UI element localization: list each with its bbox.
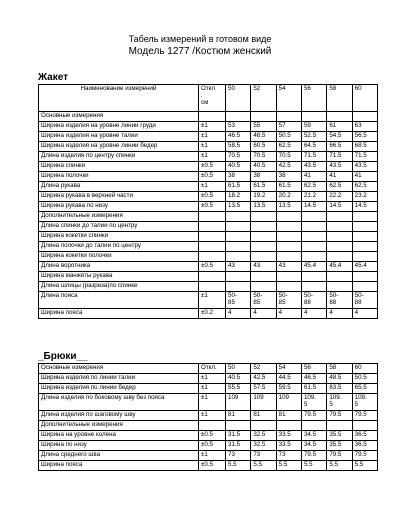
size-value-cell: 73 bbox=[226, 451, 251, 461]
size-value-cell: 62.5 bbox=[352, 182, 377, 192]
size-value-cell: 5.5 bbox=[301, 461, 326, 471]
size-value-cell: 57 bbox=[276, 122, 301, 132]
size-value-cell bbox=[251, 212, 276, 222]
size-value-cell: 35.5 bbox=[327, 441, 352, 451]
measurement-name: Длина спинки до талии по центру bbox=[39, 222, 199, 232]
size-value-cell: 45.4 bbox=[352, 262, 377, 272]
column-header-size: 58 bbox=[327, 85, 352, 112]
size-value-cell bbox=[276, 421, 301, 431]
size-value-cell bbox=[301, 222, 326, 232]
table-row bbox=[39, 202, 378, 212]
measurement-name: Ширина изделия по линии бедер bbox=[39, 384, 199, 394]
size-value-cell: 55.5 bbox=[226, 384, 251, 394]
size-value-cell: 70.5 bbox=[251, 152, 276, 162]
table-row bbox=[39, 384, 378, 394]
table-header-row bbox=[39, 364, 378, 374]
size-value-cell bbox=[301, 421, 326, 431]
measurement-name: Основные измерения bbox=[39, 112, 199, 122]
measurement-name: Ширина рукава по низу bbox=[39, 202, 199, 212]
size-value-cell bbox=[276, 252, 301, 262]
size-value-cell: 40.5 bbox=[251, 162, 276, 172]
size-value-cell: 58.5 bbox=[226, 142, 251, 152]
column-header-name: Основные измерения bbox=[39, 364, 199, 374]
size-value-cell: 13.5 bbox=[226, 202, 251, 212]
jacket-section-title: Жакет bbox=[38, 72, 69, 83]
size-value-cell: 63 bbox=[352, 122, 377, 132]
size-value-cell bbox=[352, 282, 377, 292]
tolerance-cell: ±1 bbox=[199, 182, 226, 192]
tolerance-cell bbox=[199, 232, 226, 242]
size-value-cell: 81 bbox=[251, 411, 276, 421]
tolerance-cell bbox=[199, 272, 226, 282]
tolerance-cell: ±0.5 bbox=[199, 192, 226, 202]
size-value-cell: 79.5 bbox=[327, 451, 352, 461]
tolerance-cell: ±1 bbox=[199, 374, 226, 384]
size-value-cell bbox=[251, 222, 276, 232]
size-value-cell bbox=[251, 282, 276, 292]
measurement-name: Ширина изделия на уровне линии бедер bbox=[39, 142, 199, 152]
size-value-cell: 38 bbox=[226, 172, 251, 182]
size-value-cell bbox=[301, 112, 326, 122]
size-value-cell bbox=[226, 232, 251, 242]
size-value-cell: 23.2 bbox=[352, 192, 377, 202]
size-value-cell: 50- 85 bbox=[251, 292, 276, 309]
size-value-cell bbox=[226, 421, 251, 431]
size-value-cell bbox=[327, 232, 352, 242]
table-row bbox=[39, 441, 378, 451]
column-header-size: 50 bbox=[226, 364, 251, 374]
measurement-name: Длина воротника bbox=[39, 262, 199, 272]
model-title: Модель 1277 /Костюм женский bbox=[128, 46, 272, 57]
table-header-row bbox=[39, 85, 378, 112]
column-header-tolerance: Откл. bbox=[199, 364, 226, 374]
table-row bbox=[39, 252, 378, 262]
size-value-cell: 43.5 bbox=[301, 162, 326, 172]
size-value-cell: 109 bbox=[276, 394, 301, 411]
size-value-cell: 59 bbox=[301, 122, 326, 132]
size-value-cell: 13.5 bbox=[251, 202, 276, 212]
measurement-name: Длина среднего шва bbox=[39, 451, 199, 461]
size-value-cell: 61.5 bbox=[226, 182, 251, 192]
size-value-cell: 19.2 bbox=[251, 192, 276, 202]
size-value-cell: 14.5 bbox=[301, 202, 326, 212]
measurement-name: Ширина манжеты рукава bbox=[39, 272, 199, 282]
size-value-cell bbox=[251, 112, 276, 122]
size-value-cell: 61.5 bbox=[276, 182, 301, 192]
size-value-cell: 65.5 bbox=[352, 384, 377, 394]
size-value-cell: 50- 88 bbox=[352, 292, 377, 309]
measurement-name: Ширина по низу bbox=[39, 441, 199, 451]
size-value-cell bbox=[276, 282, 301, 292]
size-value-cell: 4 bbox=[251, 309, 276, 319]
size-value-cell: 5.5 bbox=[327, 461, 352, 471]
size-value-cell: 4 bbox=[301, 309, 326, 319]
size-value-cell: 43.5 bbox=[352, 162, 377, 172]
column-header-size: 50 bbox=[226, 85, 251, 112]
size-value-cell: 70.5 bbox=[276, 152, 301, 162]
column-header-size: 54 bbox=[276, 364, 301, 374]
measurement-name: Ширина кокетки спинки bbox=[39, 232, 199, 242]
column-header-size: 52 bbox=[251, 85, 276, 112]
size-value-cell: 33.5 bbox=[276, 431, 301, 441]
size-value-cell bbox=[327, 282, 352, 292]
jacket-measurements-table bbox=[38, 84, 378, 319]
size-value-cell: 54.5 bbox=[327, 132, 352, 142]
size-value-cell: 43.5 bbox=[327, 162, 352, 172]
size-value-cell bbox=[352, 222, 377, 232]
size-value-cell: 5.5 bbox=[276, 461, 301, 471]
table-row bbox=[39, 172, 378, 182]
size-value-cell: 57.5 bbox=[251, 384, 276, 394]
size-value-cell: 79.5 bbox=[327, 411, 352, 421]
size-value-cell: 34.5 bbox=[301, 431, 326, 441]
size-value-cell bbox=[276, 112, 301, 122]
measurement-name: Ширина изделия на уровне линии груди bbox=[39, 122, 199, 132]
size-value-cell: 61.5 bbox=[251, 182, 276, 192]
size-value-cell: 50- 85 bbox=[226, 292, 251, 309]
tolerance-cell bbox=[199, 282, 226, 292]
table-row bbox=[39, 132, 378, 142]
size-value-cell: 70.5 bbox=[226, 152, 251, 162]
measurement-name: Ширина полочки bbox=[39, 172, 199, 182]
size-value-cell: 62.5 bbox=[276, 142, 301, 152]
size-value-cell bbox=[226, 242, 251, 252]
tolerance-cell bbox=[199, 222, 226, 232]
table-row bbox=[39, 142, 378, 152]
size-value-cell bbox=[276, 222, 301, 232]
size-value-cell bbox=[251, 232, 276, 242]
measurement-name: Ширина на уровне колена bbox=[39, 431, 199, 441]
column-header-size: 60 bbox=[352, 364, 377, 374]
tolerance-cell bbox=[199, 242, 226, 252]
measurement-name: Дополнительные измерения bbox=[39, 212, 199, 222]
measurement-name: Длина изделия по центру спинки bbox=[39, 152, 199, 162]
size-value-cell: 18.2 bbox=[226, 192, 251, 202]
size-value-cell: 61.5 bbox=[301, 384, 326, 394]
size-value-cell: 64.5 bbox=[301, 142, 326, 152]
table-row bbox=[39, 192, 378, 202]
size-value-cell: 62.5 bbox=[327, 182, 352, 192]
size-value-cell: 36.5 bbox=[352, 441, 377, 451]
table-row bbox=[39, 232, 378, 242]
trousers-measurements-table bbox=[38, 363, 378, 471]
size-value-cell: 4 bbox=[226, 309, 251, 319]
size-value-cell: 79.5 bbox=[352, 451, 377, 461]
size-value-cell bbox=[327, 272, 352, 282]
size-value-cell: 46.5 bbox=[301, 374, 326, 384]
tolerance-cell: ±1 bbox=[199, 451, 226, 461]
tolerance-cell bbox=[199, 252, 226, 262]
size-value-cell: 5.5 bbox=[352, 461, 377, 471]
size-value-cell bbox=[226, 282, 251, 292]
measurement-name: Ширина спинки bbox=[39, 162, 199, 172]
size-value-cell: 50.5 bbox=[352, 374, 377, 384]
size-value-cell: 50- 88 bbox=[301, 292, 326, 309]
size-value-cell: 43 bbox=[251, 262, 276, 272]
size-value-cell: 22.2 bbox=[327, 192, 352, 202]
size-value-cell: 41 bbox=[327, 172, 352, 182]
tolerance-cell bbox=[199, 212, 226, 222]
size-value-cell bbox=[352, 212, 377, 222]
size-value-cell: 68.5 bbox=[352, 142, 377, 152]
table-row bbox=[39, 262, 378, 272]
size-value-cell: 33.5 bbox=[276, 441, 301, 451]
size-value-cell: 52.5 bbox=[301, 132, 326, 142]
size-value-cell: 14.5 bbox=[327, 202, 352, 212]
measurement-name: Длина пояса bbox=[39, 292, 199, 309]
size-value-cell: 55 bbox=[251, 122, 276, 132]
trousers-section-title: _Брюки__ bbox=[38, 351, 88, 362]
size-value-cell bbox=[352, 242, 377, 252]
size-value-cell: 109. 5 bbox=[301, 394, 326, 411]
size-value-cell: 40.5 bbox=[226, 162, 251, 172]
size-value-cell: 62.5 bbox=[301, 182, 326, 192]
size-value-cell bbox=[251, 242, 276, 252]
size-value-cell bbox=[276, 212, 301, 222]
size-value-cell bbox=[226, 222, 251, 232]
size-value-cell: 81 bbox=[226, 411, 251, 421]
tolerance-cell: ±0.5 bbox=[199, 441, 226, 451]
measurement-name: Ширина пояса bbox=[39, 309, 199, 319]
size-value-cell: 53 bbox=[226, 122, 251, 132]
size-value-cell bbox=[352, 112, 377, 122]
size-value-cell bbox=[226, 112, 251, 122]
tolerance-cell: ±1 bbox=[199, 142, 226, 152]
size-value-cell bbox=[327, 421, 352, 431]
size-value-cell: 79.5 bbox=[301, 411, 326, 421]
size-value-cell: 56.5 bbox=[352, 132, 377, 142]
table-row bbox=[39, 182, 378, 192]
size-value-cell: 73 bbox=[276, 451, 301, 461]
measurement-name: Ширина рукава в верхней части bbox=[39, 192, 199, 202]
size-value-cell: 43 bbox=[276, 262, 301, 272]
size-value-cell bbox=[352, 272, 377, 282]
measurement-name: Ширина изделия на уровне талии bbox=[39, 132, 199, 142]
tolerance-cell: ±1 bbox=[199, 122, 226, 132]
size-value-cell: 45.4 bbox=[327, 262, 352, 272]
size-value-cell bbox=[226, 272, 251, 282]
measurement-name: Длина изделия по шаговому шву bbox=[39, 411, 199, 421]
size-value-cell bbox=[226, 212, 251, 222]
measurement-name: Длина шлицы (разреза)по спинке bbox=[39, 282, 199, 292]
column-header-size: 60 bbox=[352, 85, 377, 112]
tolerance-cell: ±1 bbox=[199, 384, 226, 394]
tolerance-cell: ±1 bbox=[199, 132, 226, 142]
size-value-cell bbox=[352, 421, 377, 431]
size-value-cell bbox=[301, 232, 326, 242]
tolerance-cell bbox=[199, 421, 226, 431]
size-value-cell: 81 bbox=[276, 411, 301, 421]
table-row bbox=[39, 212, 378, 222]
column-header-size: 56 bbox=[301, 364, 326, 374]
measurement-name: Длина рукава bbox=[39, 182, 199, 192]
size-value-cell: 48.5 bbox=[327, 374, 352, 384]
size-value-cell bbox=[301, 212, 326, 222]
table-row bbox=[39, 122, 378, 132]
tolerance-cell: ±1 bbox=[199, 292, 226, 309]
table-row bbox=[39, 292, 378, 309]
size-value-cell: 50.5 bbox=[276, 132, 301, 142]
size-value-cell: 61 bbox=[327, 122, 352, 132]
size-value-cell bbox=[327, 242, 352, 252]
size-value-cell bbox=[327, 252, 352, 262]
document-title: Табель измерений в готовом виде bbox=[128, 34, 272, 44]
size-value-cell: 71.5 bbox=[352, 152, 377, 162]
tolerance-cell: ±1 bbox=[199, 394, 226, 411]
size-value-cell bbox=[352, 232, 377, 242]
size-value-cell: 31.5 bbox=[226, 441, 251, 451]
table-row bbox=[39, 309, 378, 319]
size-value-cell: 44.5 bbox=[276, 374, 301, 384]
size-value-cell: 41 bbox=[301, 172, 326, 182]
size-value-cell: 63.5 bbox=[327, 384, 352, 394]
size-value-cell: 32.5 bbox=[251, 431, 276, 441]
tolerance-cell: ±0.5 bbox=[199, 202, 226, 212]
measurement-name: Длина изделия по боковому шву без пояса bbox=[39, 394, 199, 411]
size-value-cell bbox=[327, 222, 352, 232]
tolerance-cell: ±0.5 bbox=[199, 461, 226, 471]
measurement-name: Дополнительные измерения bbox=[39, 421, 199, 431]
table-row bbox=[39, 411, 378, 421]
column-header-size: 56 bbox=[301, 85, 326, 112]
column-header-size: 54 bbox=[276, 85, 301, 112]
size-value-cell: 46.5 bbox=[226, 132, 251, 142]
table-row bbox=[39, 282, 378, 292]
size-value-cell: 41 bbox=[352, 172, 377, 182]
size-value-cell: 32.5 bbox=[251, 441, 276, 451]
tolerance-cell: ±0.2 bbox=[199, 309, 226, 319]
measurement-name: Ширина изделия по линии талии bbox=[39, 374, 199, 384]
size-value-cell: 5.5 bbox=[251, 461, 276, 471]
tolerance-cell: ±0.5 bbox=[199, 262, 226, 272]
column-header-name: Наименование измерений bbox=[39, 85, 199, 112]
size-value-cell: 4 bbox=[327, 309, 352, 319]
size-value-cell bbox=[301, 282, 326, 292]
table-row bbox=[39, 421, 378, 431]
table-row bbox=[39, 431, 378, 441]
size-value-cell: 109 bbox=[226, 394, 251, 411]
size-value-cell: 79.5 bbox=[301, 451, 326, 461]
size-value-cell: 109 bbox=[251, 394, 276, 411]
size-value-cell: 42.5 bbox=[251, 374, 276, 384]
size-value-cell: 71.5 bbox=[327, 152, 352, 162]
table-row bbox=[39, 374, 378, 384]
size-value-cell bbox=[251, 421, 276, 431]
size-value-cell bbox=[301, 242, 326, 252]
size-value-cell: 71.5 bbox=[301, 152, 326, 162]
size-value-cell: 35.5 bbox=[327, 431, 352, 441]
table-row bbox=[39, 394, 378, 411]
size-value-cell: 45.4 bbox=[301, 262, 326, 272]
tolerance-cell bbox=[199, 112, 226, 122]
column-header-size: 52 bbox=[251, 364, 276, 374]
size-value-cell: 50- 88 bbox=[327, 292, 352, 309]
size-value-cell bbox=[276, 272, 301, 282]
size-value-cell: 14.5 bbox=[352, 202, 377, 212]
size-value-cell: 109. 5 bbox=[327, 394, 352, 411]
size-value-cell: 66.5 bbox=[327, 142, 352, 152]
size-value-cell: 43 bbox=[226, 262, 251, 272]
tolerance-cell: ±0.5 bbox=[199, 162, 226, 172]
table-row bbox=[39, 242, 378, 252]
size-value-cell: 13.5 bbox=[276, 202, 301, 212]
table-row bbox=[39, 112, 378, 122]
size-value-cell: 34.5 bbox=[301, 441, 326, 451]
column-header-tolerance: Откл . см bbox=[199, 85, 226, 112]
tolerance-cell: ±0.5 bbox=[199, 431, 226, 441]
size-value-cell: 38 bbox=[251, 172, 276, 182]
table-row bbox=[39, 451, 378, 461]
size-value-cell: 60.5 bbox=[251, 142, 276, 152]
table-row bbox=[39, 152, 378, 162]
size-value-cell bbox=[327, 112, 352, 122]
size-value-cell bbox=[301, 252, 326, 262]
table-row bbox=[39, 222, 378, 232]
tolerance-cell: ±0.5 bbox=[199, 172, 226, 182]
tolerance-cell: ±1 bbox=[199, 152, 226, 162]
measurement-name: Ширина пояса bbox=[39, 461, 199, 471]
size-value-cell: 48.5 bbox=[251, 132, 276, 142]
size-value-cell: 79.5 bbox=[352, 411, 377, 421]
tolerance-cell: ±1 bbox=[199, 411, 226, 421]
size-value-cell bbox=[226, 252, 251, 262]
size-value-cell: 38 bbox=[276, 172, 301, 182]
size-value-cell bbox=[276, 242, 301, 252]
size-value-cell bbox=[301, 272, 326, 282]
size-value-cell: 42.5 bbox=[276, 162, 301, 172]
size-value-cell: 20.2 bbox=[276, 192, 301, 202]
size-value-cell: 36.5 bbox=[352, 431, 377, 441]
size-value-cell: 4 bbox=[276, 309, 301, 319]
size-value-cell bbox=[327, 212, 352, 222]
size-value-cell: 40.5 bbox=[226, 374, 251, 384]
measurement-name: Ширина кокетки полочки bbox=[39, 252, 199, 262]
size-value-cell bbox=[352, 252, 377, 262]
size-value-cell: 50- 85 bbox=[276, 292, 301, 309]
size-value-cell bbox=[276, 232, 301, 242]
size-value-cell: 31.5 bbox=[226, 431, 251, 441]
size-value-cell bbox=[251, 252, 276, 262]
size-value-cell: 21.2 bbox=[301, 192, 326, 202]
size-value-cell bbox=[251, 272, 276, 282]
size-value-cell: 5.5 bbox=[226, 461, 251, 471]
size-value-cell: 73 bbox=[251, 451, 276, 461]
table-row bbox=[39, 162, 378, 172]
measurement-name: Длина полочки до талии по центру bbox=[39, 242, 199, 252]
size-value-cell: 109. 5 bbox=[352, 394, 377, 411]
table-row bbox=[39, 461, 378, 471]
column-header-size: 58 bbox=[327, 364, 352, 374]
size-value-cell: 4 bbox=[352, 309, 377, 319]
size-value-cell: 59.5 bbox=[276, 384, 301, 394]
table-row bbox=[39, 272, 378, 282]
